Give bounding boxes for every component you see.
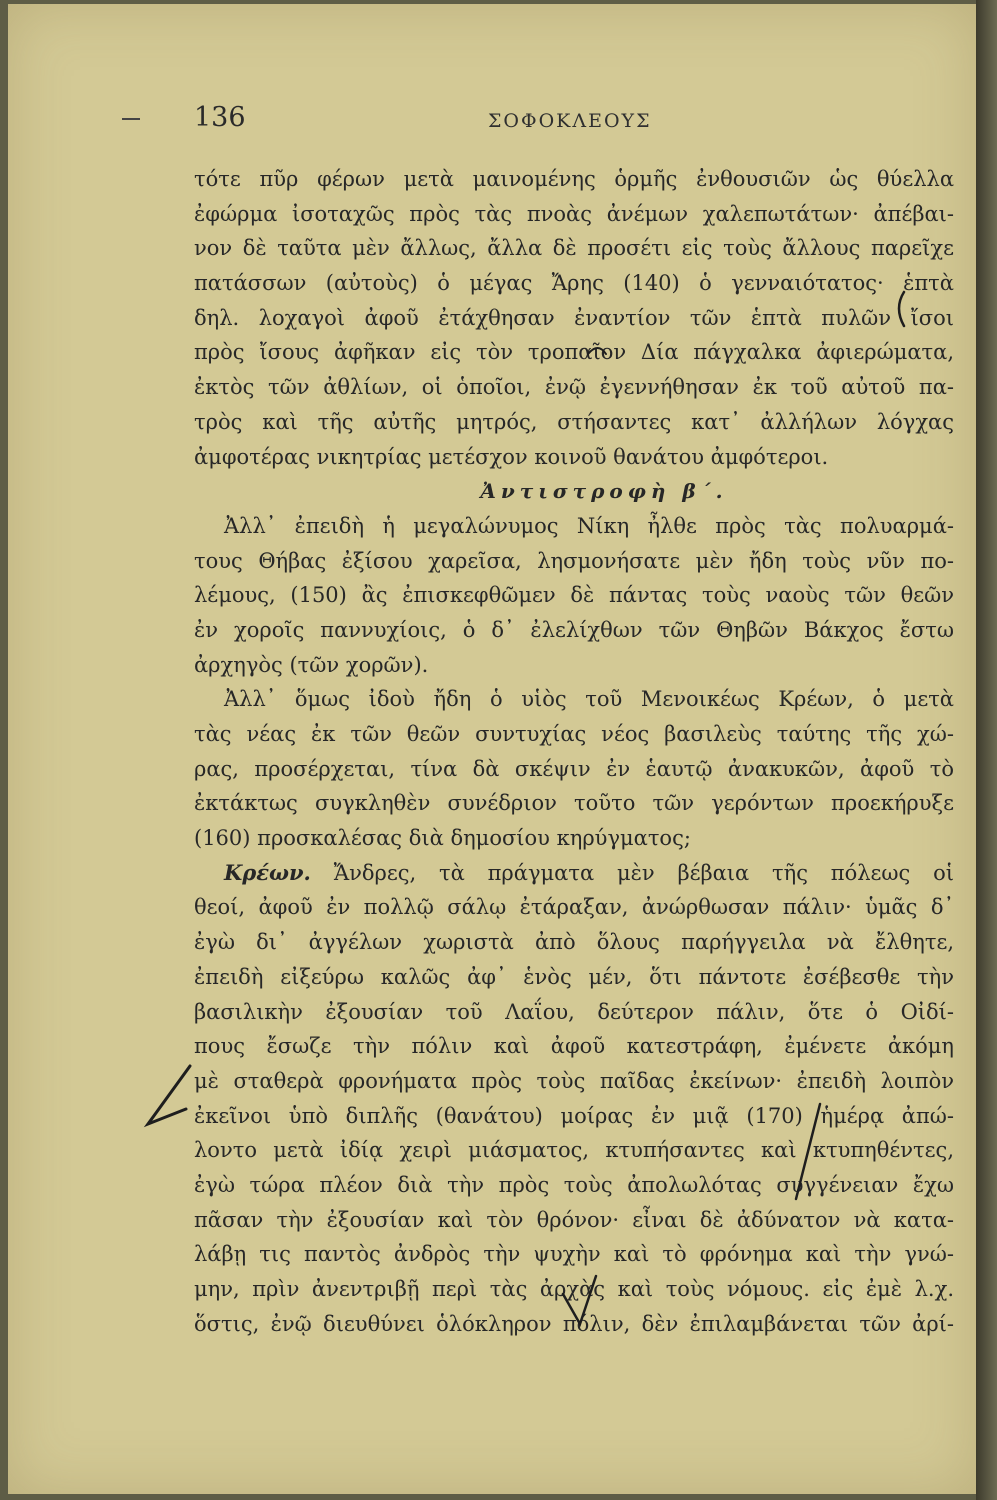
text-line: τότε πῦρ φέρων μετὰ μαινομένης ὁρμῆς ἐνθουσιῶν ὡς θύελλα — [194, 167, 954, 191]
text-line: λοντο μετὰ ἰδίᾳ χειρὶ μιάσματος, κτυπήσαντες καὶ κτυπηθέντες, — [194, 1138, 954, 1163]
text-line: ἀμφοτέρας νικητρίας μετέσχον κοινοῦ θανάτου ἀμφότεροι. — [194, 444, 829, 469]
text-line: πους ἔσωζε τὴν πόλιν καὶ ἀφοῦ κατεστράφη, ἐμένετε ἀκόμη — [194, 1034, 954, 1059]
text-line: ὅστις, ἐνῷ διευθύνει ὁλόκληρον πόλιν, δὲν ἐπιλαμβάνεται τῶν ἀρί- — [194, 1311, 954, 1336]
book-page — [8, 4, 976, 1494]
text-line: τρὸς καὶ τῆς αὐτῆς μητρός, στήσαντες κατ᾿ ἀλλήλων λόγχας — [194, 409, 954, 434]
speech-text: Ἄνδρες, τὰ πράγματα μὲν βέβαια τῆς πόλεως οἱ — [333, 860, 954, 885]
text-line: λέμους, (150) ἂς ἐπισκεφθῶμεν δὲ πάντας τοὺς ναοὺς τῶν θεῶν — [194, 583, 954, 608]
page-header — [8, 102, 976, 142]
text-line: πατάσσων (αὐτοὺς) ὁ μέγας Ἄρης (140) ὁ γενναιότατος· ἑπτὰ — [194, 271, 954, 296]
text-line: Ἀλλ᾿ ὅμως ἰδοὺ ἤδη ὁ υἱὸς τοῦ Μενοικέως Κρέων, ὁ μετὰ — [224, 687, 954, 712]
text-line: ἐγὼ τώρα πλέον διὰ τὴν πρὸς τοὺς ἀπολωλότας συγγένειαν ἔχω — [194, 1172, 954, 1197]
text-line: τὰς νέας ἐκ τῶν θεῶν συντυχίας νέος βασιλεὺς ταύτης τῆς χώ- — [194, 722, 954, 746]
text-line: ἐκεῖνοι ὑπὸ διπλῆς (θανάτου) μοίρας ἐν μιᾷ (170) ἡμέρᾳ ἀπώ- — [194, 1103, 954, 1128]
text-line: ἐκτὸς τῶν ἀθλίων, οἱ ὁποῖοι, ἐνῷ ἐγεννήθησαν ἐκ τοῦ αὐτοῦ πα- — [194, 375, 954, 400]
text-line: δηλ. λοχαγοὶ ἀφοῦ ἐτάχθησαν ἐναντίον τῶν ἑπτὰ πυλῶν ἴσοι — [194, 305, 954, 330]
text-line: ἀρχηγὸς (τῶν χορῶν). — [194, 652, 429, 677]
speaker-line — [194, 856, 954, 891]
text-line: λάβῃ τις παντὸς ἀνδρὸς τὴν ψυχὴν καὶ τὸ φρόνημα καὶ τὴν γνώ- — [194, 1242, 954, 1267]
text-line: ἐγὼ δι᾿ ἀγγέλων χωριστὰ ἀπὸ ὅλους παρήγγειλα νὰ ἔλθητε, — [194, 930, 954, 955]
text-line: πρὸς ἴσους ἀφῆκαν εἰς τὸν τροπαῖον Δία πάγχαλκα ἀφιερώματα, — [194, 340, 954, 365]
text-line: ἐν χοροῖς παννυχίοις, ὁ δ᾿ ἐλελίχθων τῶν Θηβῶν Βάκχος ἔστω — [194, 617, 954, 642]
book-spine — [976, 0, 997, 1500]
pen-bracket-mark — [148, 1066, 190, 1124]
page-number: 136 — [194, 102, 246, 133]
text-line: νον δὲ ταῦτα μὲν ἄλλως, ἄλλα δὲ προσέτι εἰς τοὺς ἄλλους παρεῖχε — [194, 236, 954, 261]
text-line: βασιλικὴν ἐξουσίαν τοῦ Λαΐου, δεύτερον πάλιν, ὅτε ὁ Οἰδί- — [194, 999, 954, 1024]
text-line: ρας, προσέρχεται, τίνα δὰ σκέψιν ἐν ἑαυτῷ ἀνακυκῶν, ἀφοῦ τὸ — [194, 756, 954, 781]
running-title: ΣΟΦΟΚΛΕΟΥΣ — [488, 110, 652, 132]
text-line: ἐκτάκτως συγκληθὲν συνέδριον τοῦτο τῶν γερόντων προεκήρυξε — [194, 791, 954, 816]
text-line: θεοί, ἀφοῦ ἐν πολλῷ σάλῳ ἐτάραξαν, ἀνώρθωσαν πάλιν· ὑμᾶς δ᾿ — [194, 895, 954, 920]
text-line: τους Θήβας ἐξίσου χαρεῖσα, λησμονήσατε μὲν ἤδη τοὺς νῦν πο- — [194, 548, 954, 573]
text-line: Ἀλλ᾿ ἐπειδὴ ἡ μεγαλώνυμος Νίκη ἦλθε πρὸς τὰς πολυαρμά- — [224, 513, 954, 538]
text-line: ἐπειδὴ εἰξεύρω καλῶς ἀφ᾿ ἑνὸς μέν, ὅτι πάντοτε ἐσέβεσθε τὴν — [194, 964, 954, 989]
speaker-name: Κρέων. — [224, 859, 311, 885]
text-line: πᾶσαν τὴν ἐξουσίαν καὶ τὸν θρόνον· εἶναι δὲ ἀδύνατον νὰ κατα- — [194, 1207, 954, 1232]
page-body — [194, 162, 954, 1341]
text-line: ἐφώρμα ἰσοταχῶς πρὸς τὰς πνοὰς ἀνέμων χαλεπωτάτων· ἀπέβαι- — [194, 201, 954, 226]
text-line: μὲ σταθερὰ φρονήματα πρὸς τοὺς παῖδας ἐκείνων· ἐπειδὴ λοιπὸν — [194, 1068, 954, 1093]
text-line: (160) προσκαλέσας διὰ δημοσίου κηρύγματος; — [194, 826, 691, 851]
section-heading: Ἀντιστροφὴ β΄. — [480, 479, 728, 504]
text-line: μην, πρὶν ἀνεντριβῇ περὶ τὰς ἀρχὰς καὶ τοὺς νόμους. εἰς ἐμὲ λ.χ. — [194, 1277, 954, 1301]
